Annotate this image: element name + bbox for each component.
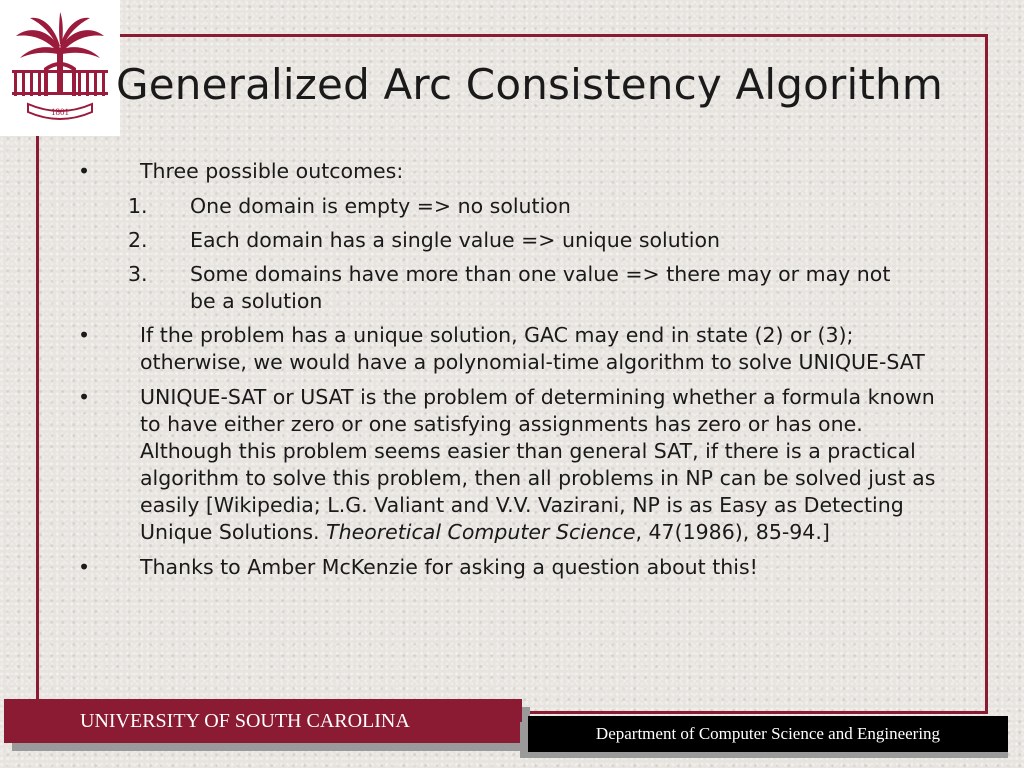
department-name: Department of Computer Science and Engineering [595,724,941,743]
bullet-icon: • [78,385,91,409]
unique-solution-text: If the problem has a unique solution, GAC may end in state (2) or (3); otherwise, we would have a polynomial-time algorithm to solve UNIQUE-SAT [140,323,925,374]
thanks-text: Thanks to Amber McKenzie for asking a question about this! [140,555,758,579]
palmetto-tree-logo-icon [8,8,112,128]
bullet-icon: • [78,555,91,579]
footer-university [4,699,522,743]
slide-content [78,158,958,589]
bullet-icon: • [78,323,91,347]
usat-text-before: UNIQUE-SAT or USAT is the problem of determining whether a formula known to have either zero or one satisfying assignments has zero or has one. Although this problem seems easier than general SAT, if there is a practical algorithm to solve this problem, then all problems in NP can be solved just as easily [Wikipedia; L.G. Valiant and V.V. Vazirani, NP is as Easy as Detecting Unique Solutions. [140,385,936,544]
usat-text [140,384,958,546]
university-logo [0,0,120,136]
bullet-icon: • [78,159,91,183]
outcome-text: One domain is empty => no solution [190,194,571,218]
outcome-text: Some domains have more than one value => there may or may not be a solution [190,262,891,313]
logo-year: 1801 [51,107,69,117]
usat-text-after: , 47(1986), 85-94.] [635,520,830,544]
outcomes-intro: Three possible outcomes: [140,159,404,183]
footer-department [528,716,1008,752]
outcome-number: 2. [128,228,148,252]
bullet-unique-solution [78,322,958,376]
outcome-item [78,261,958,315]
outcome-number: 1. [128,194,148,218]
slide-title: Generalized Arc Consistency Algorithm [116,60,943,109]
bullet-outcomes [78,158,958,185]
bullet-usat [78,384,958,546]
outcome-number: 3. [128,262,148,286]
outcome-text: Each domain has a single value => unique solution [190,228,720,252]
outcome-item [78,193,958,220]
bullet-thanks [78,554,958,581]
university-name: UNIVERSITY OF SOUTH CAROLINA [80,709,410,732]
journal-name: Theoretical Computer Science [326,520,636,544]
outcome-item [78,227,958,254]
